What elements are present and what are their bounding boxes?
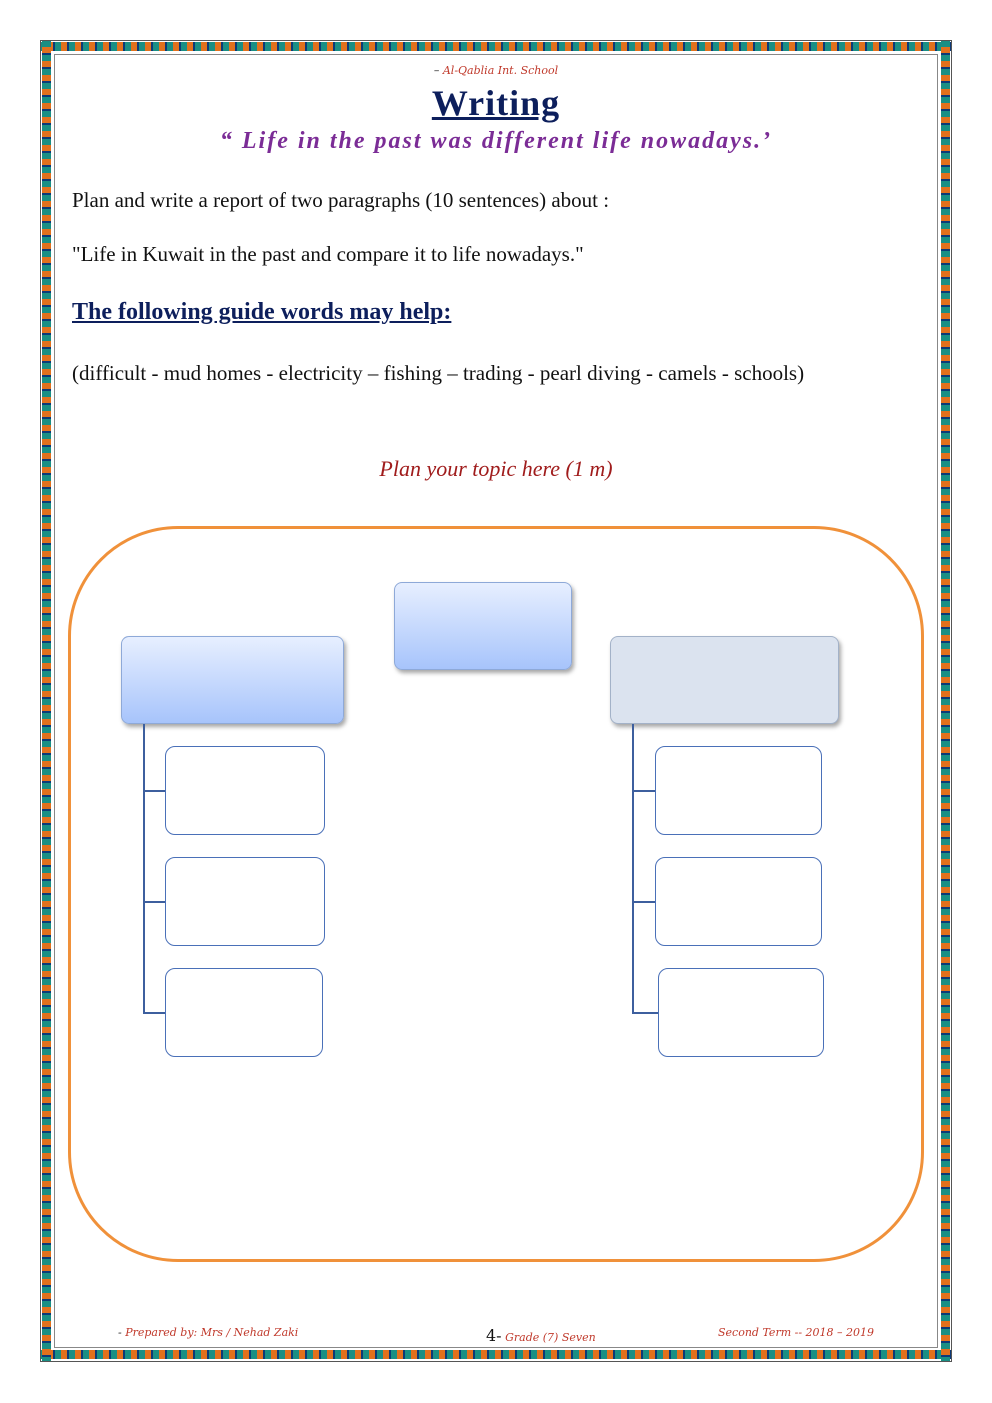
right-detail-box[interactable] (658, 968, 824, 1057)
right-connector-branch (632, 901, 656, 903)
left-connector-branch (143, 1012, 166, 1014)
footer-term: Second Term -- 2018 – 2019 (718, 1326, 875, 1339)
right-connector-branch (632, 1012, 658, 1014)
footer-grade: Grade (7) Seven (505, 1331, 596, 1344)
right-connector-trunk (632, 724, 634, 1014)
footer-page (486, 1326, 596, 1345)
right-detail-box[interactable] (655, 746, 822, 835)
right-detail-box[interactable] (655, 857, 822, 946)
decorative-border-right (941, 41, 950, 1361)
task-topic: "Life in Kuwait in the past and compare it to life nowadays." (72, 242, 584, 266)
decorative-border-left (42, 41, 51, 1361)
left-topic-box[interactable] (121, 636, 344, 724)
center-topic-box[interactable] (394, 582, 572, 670)
left-detail-box[interactable] (165, 857, 325, 946)
plan-label: Plan your topic here (1 m) (379, 456, 613, 481)
left-detail-box[interactable] (165, 968, 323, 1057)
left-connector-branch (143, 901, 166, 903)
task-instruction: Plan and write a report of two paragraphs (10 sentences) about : (72, 188, 610, 212)
school-name: – Al-Qablia Int. School (433, 64, 559, 77)
right-connector-branch (632, 790, 656, 792)
decorative-border-top (41, 42, 951, 51)
page-title: Writing (431, 83, 561, 123)
page-number: 4- (486, 1326, 502, 1345)
left-detail-box[interactable] (165, 746, 325, 835)
footer-prepared-by: - Prepared by: Mrs / Nehad Zaki (118, 1326, 299, 1339)
guide-heading: The following guide words may help: (72, 299, 452, 325)
topic-quote: “ Life in the past was different life nowadays.’ (219, 128, 773, 154)
left-connector-trunk (143, 724, 145, 1014)
decorative-border-bottom (41, 1350, 951, 1359)
right-topic-box[interactable] (610, 636, 839, 724)
left-connector-branch (143, 790, 166, 792)
guide-words: (difficult - mud homes - electricity – fishing – trading - pearl diving - camels - schools) (72, 361, 805, 385)
